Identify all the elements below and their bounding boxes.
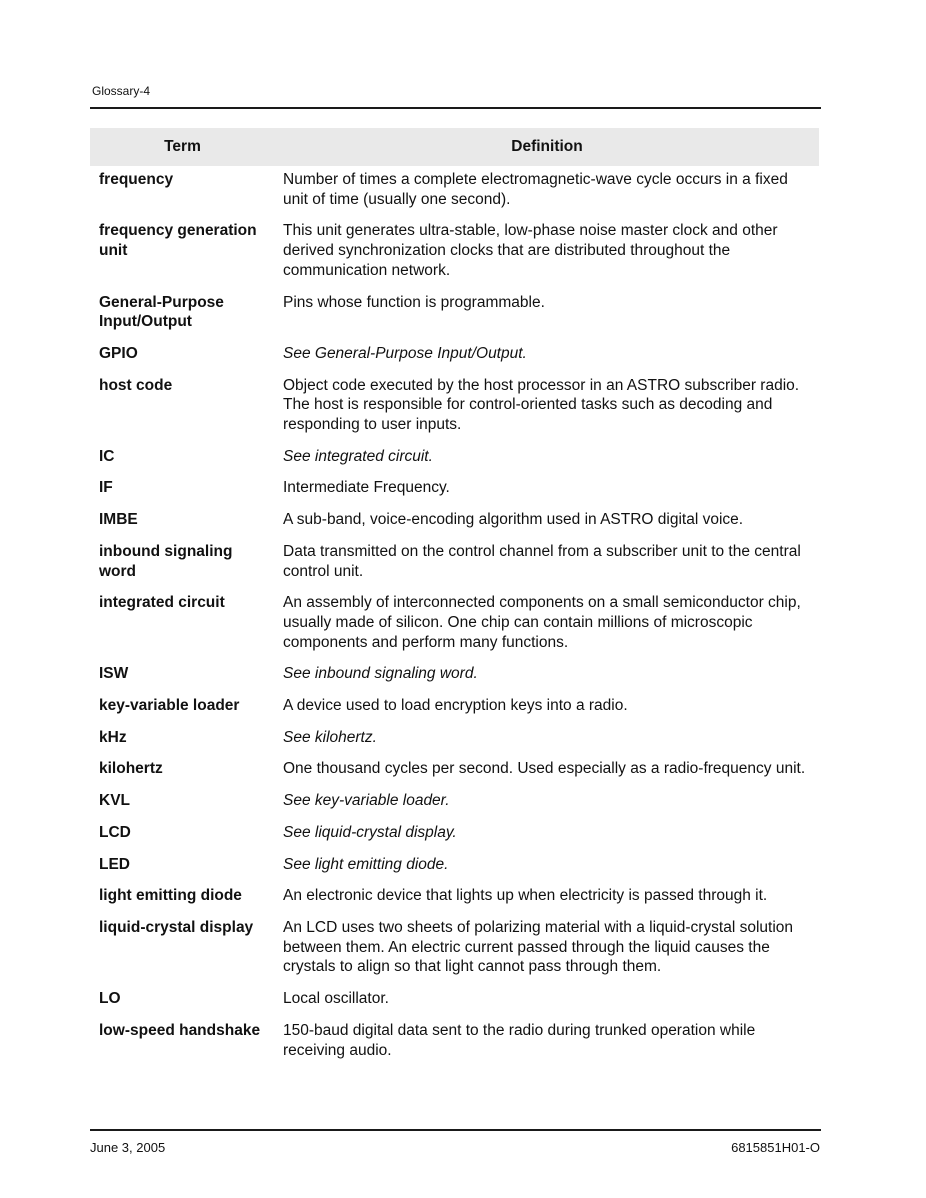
term-cell: IC [99,447,115,465]
table-row [90,985,819,1017]
table-row [90,506,819,538]
table-row [90,1017,819,1068]
term-cell: liquid-crystal display [99,918,254,936]
table-row [90,217,819,288]
table-row [90,787,819,819]
table-row [90,755,819,787]
definition-cell: Intermediate Frequency. [283,479,450,497]
footer-doc-number: 6815851H01-O [731,1140,820,1155]
table-row [90,538,819,589]
term-cell: light emitting diode [99,887,242,905]
page-label: Glossary-4 [92,84,151,98]
table-row [90,340,819,372]
table-row [90,851,819,883]
table-row [90,660,819,692]
table-header-row [90,128,819,166]
header-rule [90,107,821,109]
term-cell: LCD [99,823,131,841]
definition-cell: One thousand cycles per second. Used especially as a radio-frequency unit. [283,760,806,778]
table-row [90,724,819,756]
glossary-table [90,128,819,1068]
definition-cell: A sub-band, voice-encoding algorithm used in ASTRO digital voice. [283,511,744,529]
column-header-definition: Definition [275,128,819,166]
term-cell: IMBE [99,511,138,529]
table-row [90,474,819,506]
term-cell: low-speed handshake [99,1021,261,1039]
term-cell: GPIO [99,344,138,362]
definition-cell: See key-variable loader. [283,792,450,810]
definition-cell: Number of times a complete electromagnetic-wave cycle occurs in a fixed unit of time (usually one second). [283,171,788,208]
definition-cell: This unit generates ultra-stable, low-phase noise master clock and other derived synchronization clocks that are distributed throughout the communication network. [283,222,778,279]
definition-cell: See inbound signaling word. [283,665,478,683]
table-row [90,166,819,217]
definition-cell: 150-baud digital data sent to the radio during trunked operation while receiving audio. [283,1021,756,1059]
term-cell: LO [99,990,121,1008]
term-cell: General-Purpose Input/Output [99,293,224,331]
term-cell: kHz [99,728,127,746]
table-row [90,914,819,985]
table-row [90,289,819,340]
term-cell: key-variable loader [99,697,240,715]
definition-cell: See General-Purpose Input/Output. [283,344,527,362]
term-cell: host code [99,376,173,394]
column-header-term: Term [90,128,275,166]
term-cell: frequency [99,171,174,188]
definition-cell: Pins whose function is programmable. [283,293,545,311]
term-cell: integrated circuit [99,594,225,612]
term-cell: LED [99,855,130,873]
definition-cell: A device used to load encryption keys into a radio. [283,697,628,715]
definition-cell: Object code executed by the host processor in an ASTRO subscriber radio. The host is responsible for control-oriented tasks such as decoding and responding to user inputs. [283,376,800,434]
footer-rule [90,1129,821,1131]
definition-cell: An assembly of interconnected components on a small semiconductor chip, usually made of silicon. One chip can contain millions of microscopic components and perform many functions. [283,594,801,651]
table-row [90,589,819,660]
definition-cell: An electronic device that lights up when electricity is passed through it. [283,887,768,905]
table-row [90,443,819,475]
term-cell: ISW [99,665,129,683]
term-cell: kilohertz [99,760,163,778]
table-row [90,819,819,851]
term-cell: frequency generation unit [99,222,257,260]
definition-cell: An LCD uses two sheets of polarizing material with a liquid-crystal solution between them. An electric current passed through the liquid causes the crystals to align so that light cannot pass through them. [283,918,794,976]
term-cell: inbound signaling word [99,542,233,580]
table-row [90,882,819,914]
definition-cell: See liquid-crystal display. [283,823,457,841]
table-row [90,372,819,443]
term-cell: IF [99,479,113,497]
definition-cell: Data transmitted on the control channel from a subscriber unit to the central control unit. [283,542,801,580]
definition-cell: Local oscillator. [283,990,389,1008]
term-cell: KVL [99,792,130,810]
definition-cell: See light emitting diode. [283,855,449,873]
definition-cell: See integrated circuit. [283,447,433,465]
table-row [90,692,819,724]
footer-date: June 3, 2005 [90,1140,166,1155]
definition-cell: See kilohertz. [283,728,377,746]
